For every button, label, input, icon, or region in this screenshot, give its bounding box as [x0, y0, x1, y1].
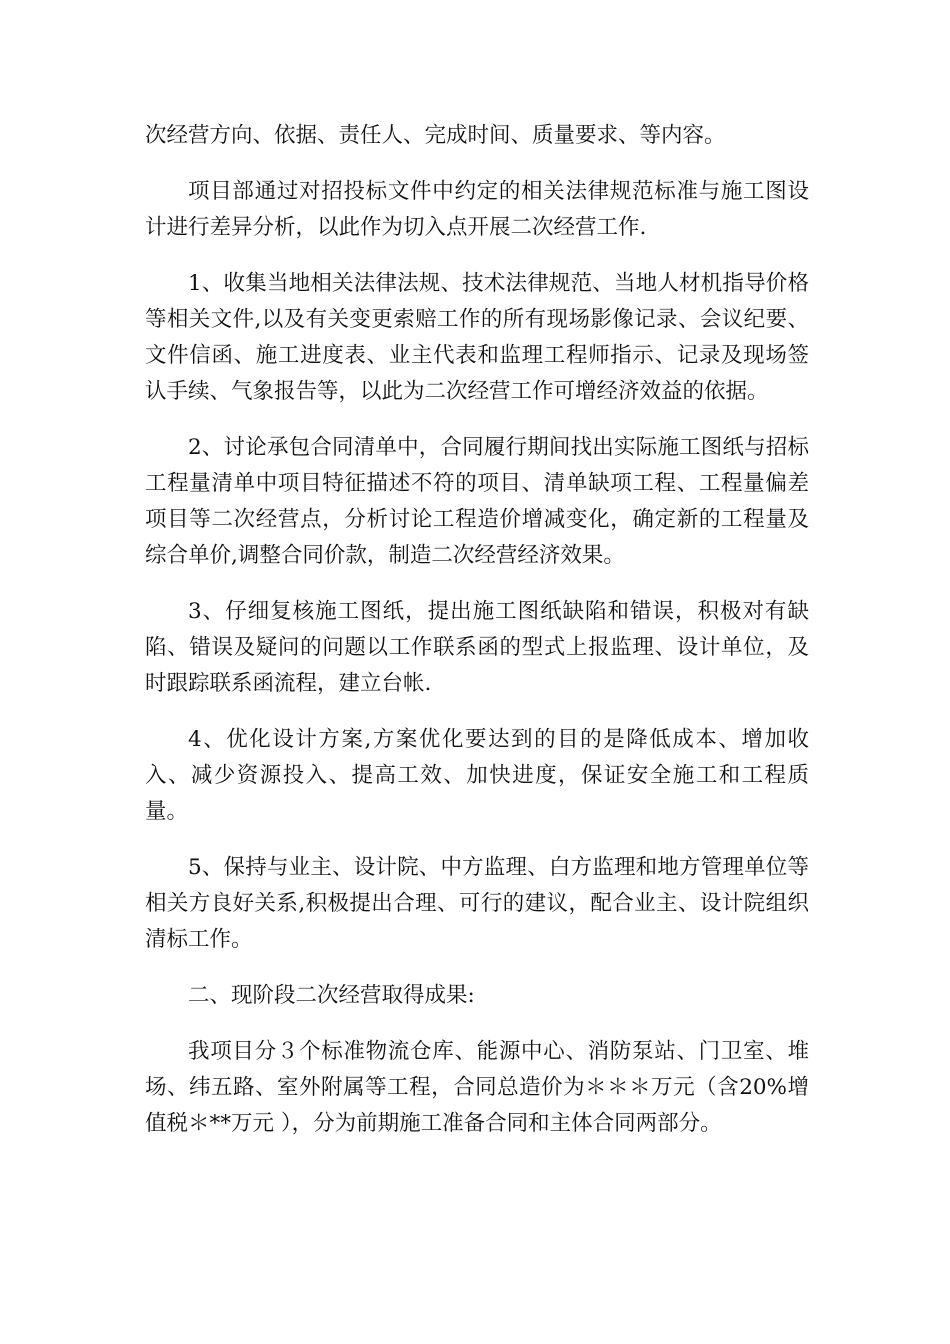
paragraph-results: 我项目分３个标准物流仓库、能源中心、消防泵站、门卫室、堆场、纬五路、室外附属等工程，合同总造价为＊＊＊万元（含20%增值税＊**万元 ），分为前期施工准备合同和主体合同两部分。	[145, 1039, 809, 1136]
section-heading: 二、现阶段二次经营取得成果:	[188, 983, 475, 1008]
paragraph-item-3: 3、仔细复核施工图纸，提出施工图纸缺陷和错误，积极对有缺陷、错误及疑问的问题以工作联系函的型式上报监理、设计单位，及时跟踪联系函流程，建立台帐.	[145, 599, 809, 696]
paragraph-item-2: 2、讨论承包合同清单中，合同履行期间找出实际施工图纸与招标工程量清单中项目特征描述不符的项目、清单缺项工程、工程量偏差项目等二次经营点，分析讨论工程造价增减变化，确定新的工程量及综合单价,调整合同价款，制造二次经营经济效果。	[145, 435, 809, 568]
document-body	[145, 118, 809, 1162]
paragraph-item-4: 4、优化设计方案,方案优化要达到的目的是降低成本、增加收入、减少资源投入、提高工效、加快进度，保证安全施工和工程质量。	[145, 727, 809, 824]
paragraph-intro: 项目部通过对招投标文件中约定的相关法律规范标准与施工图设计进行差异分析，以此作为切入点开展二次经营工作.	[145, 179, 809, 240]
paragraph-item-5: 5、保持与业主、设计院、中方监理、白方监理和地方管理单位等相关方良好关系,积极提出合理、可行的建议，配合业主、设计院组织清标工作。	[145, 855, 809, 952]
paragraph-item-1: 1、收集当地相关法律法规、技术法律规范、当地人材机指导价格等相关文件,以及有关变更索赔工作的所有现场影像记录、会议纪要、文件信函、施工进度表、业主代表和监理工程师指示、记录及现场签认手续、气象报告等，以此为二次经营工作可增经济效益的依据。	[145, 271, 809, 404]
paragraph-continuation: 次经营方向、依据、责任人、完成时间、质量要求、等内容。	[145, 123, 726, 148]
